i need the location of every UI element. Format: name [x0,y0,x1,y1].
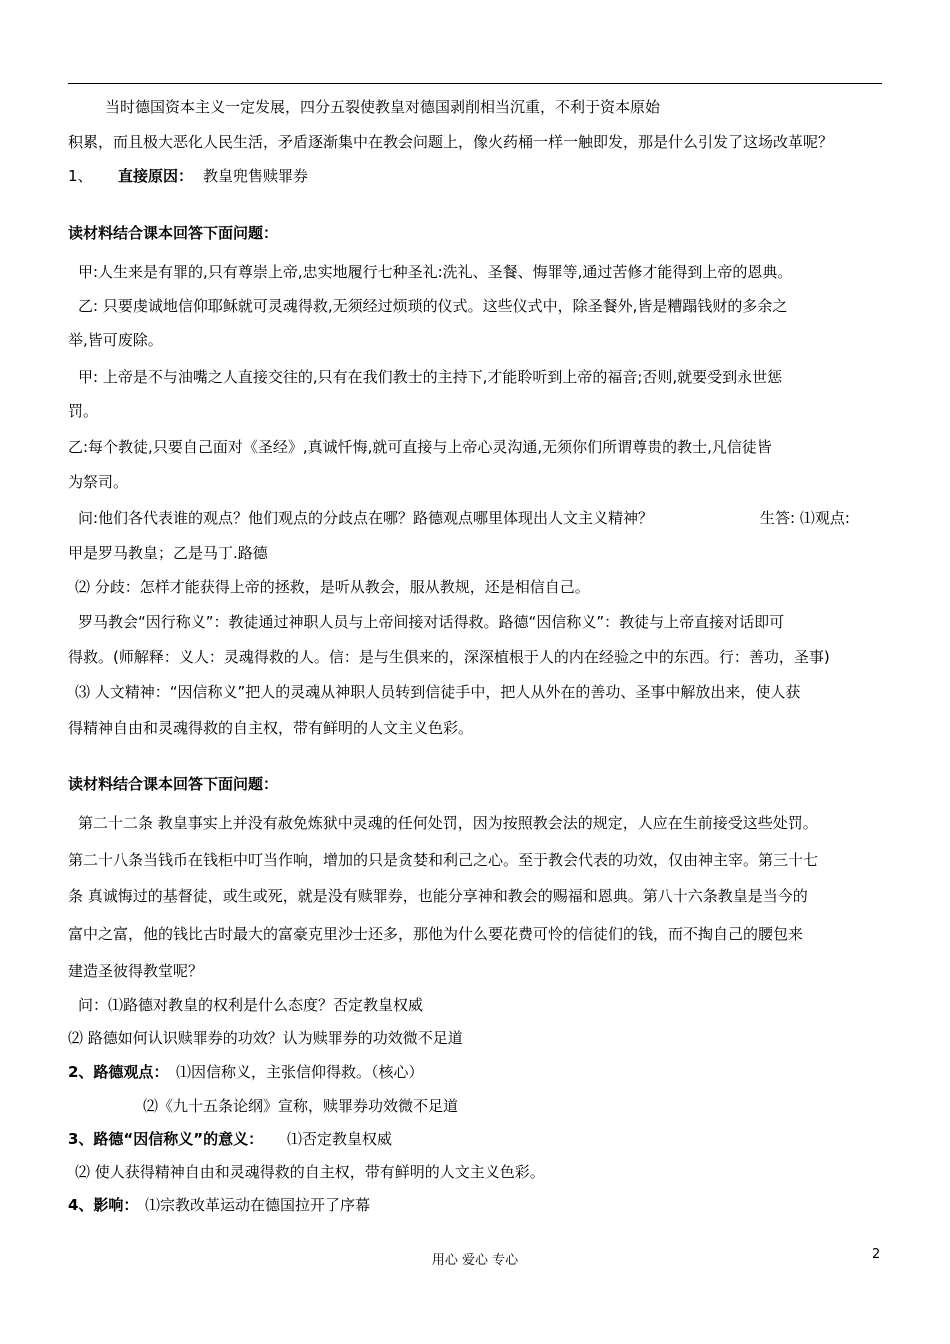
question-line: 问:他们各代表谁的观点？他们观点的分歧点在哪？路德观点哪里体现出人文主义精神？ [78,509,654,527]
material-line: 条 真诚悔过的基督徒，或生或死，就是没有赎罪券，也能分享神和教会的赐福和恩典。第八十六条教皇是当今的 [68,887,808,905]
answer-line: ⑶ 人文精神：“因信称义”把人的灵魂从神职人员转到信徒手中，把人从外在的善功、圣事中解放出来，使人获 [75,683,801,701]
material-line: 乙: 只要虔诚地信仰耶稣就可灵魂得救,无须经过烦琐的仪式。这些仪式中，除圣餐外,皆是糟蹋钱财的多余之 [78,297,788,315]
answer-line: 甲是罗马教皇；乙是马丁.路德 [68,544,268,562]
material-line: 为祭司。 [68,473,129,491]
material-line: 罚。 [68,402,99,420]
material-line: 乙:每个教徒,只要自己面对《圣经》,真诚忏悔,就可直接与上帝心灵沟通,无须你们所谓尊贵的教士,凡信徒皆 [68,438,772,456]
section-label: 3、路德“因信称义”的意义： [68,1130,264,1148]
answer-line: 生答: ⑴观点: [760,509,850,527]
material-line: 第二十二条 教皇事实上并没有赦免炼狱中灵魂的任何处罚，因为按照教会法的规定，人应在生前接受这些处罚。 [78,814,818,832]
material-line: 甲:人生来是有罪的,只有尊崇上帝,忠实地履行七种圣礼:洗礼、圣餐、悔罪等,通过苦修才能得到上帝的恩典。 [78,263,793,281]
section-label: 2、路德观点： [68,1063,169,1081]
section-line: ⑵《九十五条论纲》宣称，赎罪券功效微不足道 [143,1097,459,1115]
material-line: 第二十八条当钱币在钱柜中叮当作响，增加的只是贪婪和利己之心。至于教会代表的功效，仅由神主宰。第三十七 [68,851,819,869]
answer-line: 罗马教会“因行称义”：教徒通过神职人员与上帝间接对话得救。路德“因信称义”：教徒与上帝直接对话即可 [78,613,785,631]
material-heading: 读材料结合课本回答下面问题： [68,775,279,793]
answer-line: ⑵ 分歧：怎样才能获得上帝的拯救，是听从教会，服从教规，还是相信自己。 [75,578,590,596]
material-heading: 读材料结合课本回答下面问题： [68,224,279,242]
section-text: ⑴宗教改革运动在德国拉开了序幕 [145,1196,371,1214]
section-label: 直接原因： [118,167,194,185]
question-line: 问：⑴路德对教皇的权利是什么态度？否定教皇权威 [78,996,424,1014]
answer-line: 得精神自由和灵魂得救的自主权，带有鲜明的人文主义色彩。 [68,719,474,737]
question-line: ⑵ 路德如何认识赎罪券的功效？认为赎罪券的功效微不足道 [68,1029,463,1047]
footer-motto: 用心 爱心 专心 [431,1253,519,1268]
section-label: 4、影响： [68,1196,139,1214]
section-text: ⑴否定教皇权威 [287,1130,393,1148]
section-number: 1、 [68,167,93,185]
section-text: 教皇兜售赎罪券 [203,167,309,185]
intro-line: 当时德国资本主义一定发展，四分五裂使教皇对德国剥削相当沉重，不利于资本原始 [105,98,661,116]
material-line: 富中之富，他的钱比古时最大的富豪克里沙士还多，那他为什么要花费可怜的信徒们的钱，而不掏自己的腰包来 [68,925,804,943]
header-rule [68,83,882,84]
intro-line: 积累，而且极大恶化人民生活，矛盾逐渐集中在教会问题上，像火药桶一样一触即发，那是什么引发了这场改革呢？ [68,133,834,151]
section-line: ⑵ 使人获得精神自由和灵魂得救的自主权，带有鲜明的人文主义色彩。 [75,1163,545,1181]
material-line: 建造圣彼得教堂呢？ [68,962,204,980]
page-number: 2 [872,1247,881,1262]
material-line: 甲: 上帝是不与油嘴之人直接交往的,只有在我们教士的主持下,才能聆听到上帝的福音;否则,就要受到永世惩 [78,368,783,386]
answer-line: 得救。(师解释：义人：灵魂得救的人。信：是与生俱来的，深深植根于人的内在经验之中的东西。行：善功，圣事) [68,648,830,666]
material-line: 举,皆可废除。 [68,331,163,349]
section-text: ⑴因信称义，主张信仰得救。（核心） [176,1063,424,1081]
